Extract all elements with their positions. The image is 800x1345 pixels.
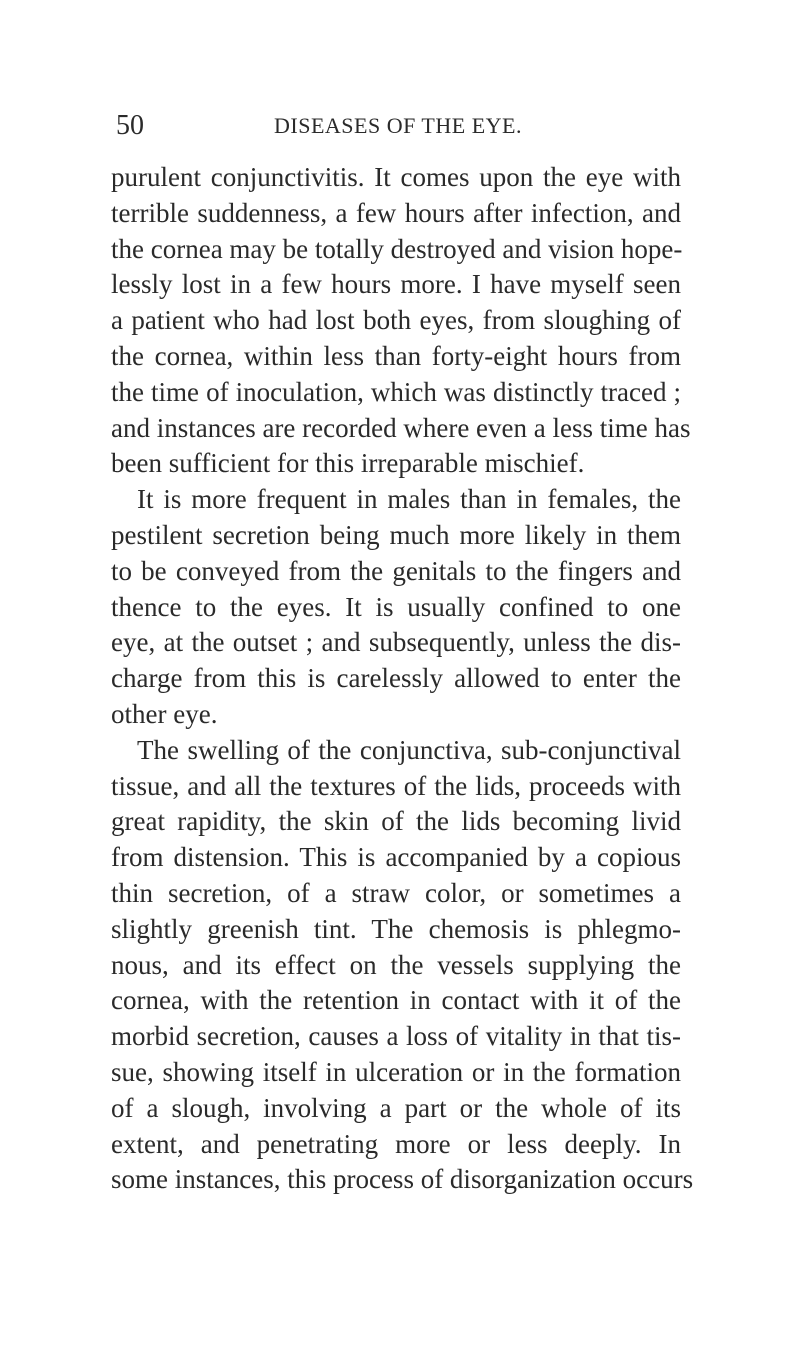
text-line: of a slough, involving a part or the whole of its (111, 1092, 681, 1123)
body-text (111, 160, 694, 1198)
text-line: been sufficient for this irreparable mischief. (111, 448, 585, 479)
text-line: some instances, this process of disorganization occurs (111, 1164, 694, 1195)
text-line: a patient who had lost both eyes, from sloughing of (111, 305, 681, 336)
text-line: It is more frequent in males than in females, the (137, 484, 681, 515)
text-line: the time of inoculation, which was distinctly traced ; (111, 376, 681, 407)
text-line: to be conveyed from the genitals to the fingers and (111, 555, 681, 586)
text-line: thin secretion, of a straw color, or sometimes a (111, 877, 681, 908)
text-line: tissue, and all the textures of the lids, proceeds with (111, 770, 681, 801)
text-line: slightly greenish tint. The chemosis is phlegmo- (111, 913, 681, 944)
text-line: other eye. (111, 698, 218, 729)
text-line: cornea, with the retention in contact with it of the (111, 985, 681, 1016)
text-line: eye, at the outset ; and subsequently, unless the dis- (111, 627, 681, 658)
text-line: terrible suddenness, a few hours after infection, and (111, 197, 681, 228)
text-line: purulent conjunctivitis. It comes upon the eye with (111, 162, 681, 192)
text-line: from distension. This is accompanied by a copious (111, 842, 681, 873)
text-line: morbid secretion, causes a loss of vitality in that tis- (111, 1021, 681, 1052)
text-line: and instances are recorded where even a less time has (111, 412, 691, 443)
text-line: great rapidity, the skin of the lids becoming livid (111, 806, 681, 837)
text-line: lessly lost in a few hours more. I have myself seen (111, 269, 681, 300)
text-line: sue, showing itself in ulceration or in the formation (111, 1056, 681, 1087)
text-line: The swelling of the conjunctiva, sub-conjunctival (137, 734, 681, 765)
page-number: 50 (116, 110, 144, 141)
running-head: DISEASES OF THE EYE. (274, 113, 522, 138)
text-line: extent, and penetrating more or less deeply. In (111, 1128, 681, 1159)
text-line: nous, and its effect on the vessels supplying the (111, 949, 681, 980)
text-line: the cornea, within less than forty-eight hours from (111, 340, 681, 371)
text-line: pestilent secretion being much more likely in them (111, 519, 681, 550)
page-header (108, 106, 688, 146)
text-line: charge from this is carelessly allowed to enter the (111, 663, 681, 694)
text-line: thence to the eyes. It is usually confined to one (111, 591, 681, 622)
text-line: the cornea may be totally destroyed and vision hope- (111, 233, 683, 264)
